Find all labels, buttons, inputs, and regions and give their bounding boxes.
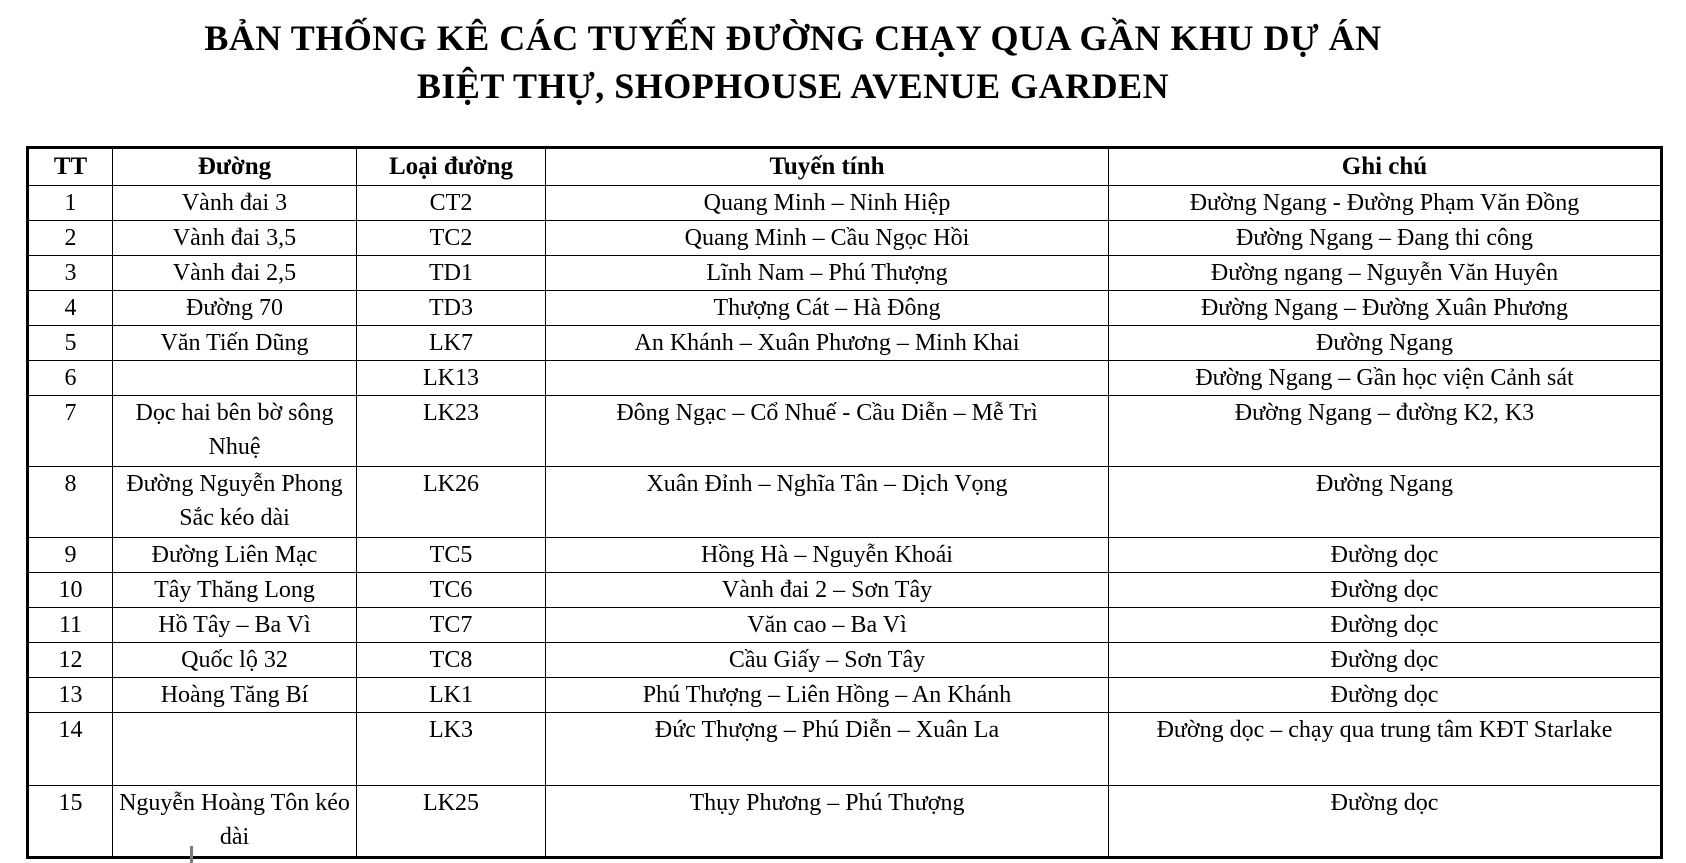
page-title [0, 14, 1586, 110]
cell-tt: 3 [28, 256, 113, 291]
table-row [28, 221, 1662, 256]
cell-loai-duong: TC7 [357, 608, 546, 643]
cell-loai-duong: LK23 [357, 396, 546, 467]
cell-ghi-chu: Đường Ngang [1109, 326, 1662, 361]
cell-duong [113, 361, 357, 396]
cell-loai-duong: LK26 [357, 467, 546, 538]
cell-loai-duong: LK3 [357, 713, 546, 786]
cell-tt: 1 [28, 186, 113, 221]
cell-duong: Đường 70 [113, 291, 357, 326]
cell-tt: 13 [28, 678, 113, 713]
cursor-mark [190, 846, 193, 863]
cell-tt: 11 [28, 608, 113, 643]
cell-loai-duong: TC6 [357, 573, 546, 608]
table-row [28, 256, 1662, 291]
cell-tuyen-tinh: Phú Thượng – Liên Hồng – An Khánh [546, 678, 1109, 713]
cell-ghi-chu: Đường Ngang – đường K2, K3 [1109, 396, 1662, 467]
cell-ghi-chu: Đường Ngang – Đường Xuân Phương [1109, 291, 1662, 326]
header-tt: TT [28, 148, 113, 186]
cell-loai-duong: TC5 [357, 538, 546, 573]
page-title-line1: BẢN THỐNG KÊ CÁC TUYẾN ĐƯỜNG CHẠY QUA GẦN KHU DỰ ÁN [204, 18, 1382, 58]
cell-tuyen-tinh: Hồng Hà – Nguyễn Khoái [546, 538, 1109, 573]
cell-ghi-chu: Đường Ngang [1109, 467, 1662, 538]
cell-duong: Hồ Tây – Ba Vì [113, 608, 357, 643]
cell-loai-duong: LK25 [357, 786, 546, 858]
table-row [28, 396, 1662, 467]
cell-tuyen-tinh: Quang Minh – Cầu Ngọc Hồi [546, 221, 1109, 256]
cell-tuyen-tinh: Lĩnh Nam – Phú Thượng [546, 256, 1109, 291]
cell-tuyen-tinh: Xuân Đỉnh – Nghĩa Tân – Dịch Vọng [546, 467, 1109, 538]
cell-tt: 4 [28, 291, 113, 326]
cell-tuyen-tinh: Cầu Giấy – Sơn Tây [546, 643, 1109, 678]
table-body [28, 186, 1662, 858]
cell-duong: Dọc hai bên bờ sông Nhuệ [113, 396, 357, 467]
table-row [28, 786, 1662, 858]
cell-loai-duong: TC8 [357, 643, 546, 678]
cell-ghi-chu: Đường dọc – chạy qua trung tâm KĐT Starlake [1109, 713, 1662, 786]
cell-duong: Tây Thăng Long [113, 573, 357, 608]
cell-tuyen-tinh: Vành đai 2 – Sơn Tây [546, 573, 1109, 608]
table-row [28, 713, 1662, 786]
cell-ghi-chu: Đường Ngang - Đường Phạm Văn Đồng [1109, 186, 1662, 221]
cell-loai-duong: TD1 [357, 256, 546, 291]
header-loai-duong: Loại đường [357, 148, 546, 186]
cell-duong: Vành đai 2,5 [113, 256, 357, 291]
cell-loai-duong: LK13 [357, 361, 546, 396]
cell-loai-duong: TD3 [357, 291, 546, 326]
cell-tuyen-tinh: Thụy Phương – Phú Thượng [546, 786, 1109, 858]
cell-tt: 12 [28, 643, 113, 678]
cell-tt: 14 [28, 713, 113, 786]
cell-duong: Quốc lộ 32 [113, 643, 357, 678]
cell-tt: 5 [28, 326, 113, 361]
cell-duong: Hoàng Tăng Bí [113, 678, 357, 713]
cell-loai-duong: LK1 [357, 678, 546, 713]
cell-tt: 6 [28, 361, 113, 396]
cell-tuyen-tinh: Thượng Cát – Hà Đông [546, 291, 1109, 326]
cell-ghi-chu: Đường ngang – Nguyễn Văn Huyên [1109, 256, 1662, 291]
cell-duong: Đường Liên Mạc [113, 538, 357, 573]
cell-ghi-chu: Đường dọc [1109, 573, 1662, 608]
table-row [28, 678, 1662, 713]
cell-tt: 9 [28, 538, 113, 573]
cell-tt: 7 [28, 396, 113, 467]
table-row [28, 467, 1662, 538]
page-title-line2: BIỆT THỰ, SHOPHOUSE AVENUE GARDEN [416, 66, 1170, 106]
header-tuyen-tinh: Tuyến tính [546, 148, 1109, 186]
cell-ghi-chu: Đường Ngang – Gần học viện Cảnh sát [1109, 361, 1662, 396]
table-row [28, 326, 1662, 361]
cell-ghi-chu: Đường dọc [1109, 538, 1662, 573]
table-row [28, 361, 1662, 396]
table-row [28, 291, 1662, 326]
cell-ghi-chu: Đường dọc [1109, 643, 1662, 678]
cell-duong: Vành đai 3 [113, 186, 357, 221]
cell-duong: Văn Tiến Dũng [113, 326, 357, 361]
cell-tuyen-tinh: Văn cao – Ba Vì [546, 608, 1109, 643]
table-header-row [28, 148, 1662, 186]
cell-ghi-chu: Đường Ngang – Đang thi công [1109, 221, 1662, 256]
header-ghi-chu: Ghi chú [1109, 148, 1662, 186]
cell-tuyen-tinh: Quang Minh – Ninh Hiệp [546, 186, 1109, 221]
table-row [28, 573, 1662, 608]
cell-tt: 15 [28, 786, 113, 858]
cell-tt: 2 [28, 221, 113, 256]
table-row [28, 538, 1662, 573]
cell-loai-duong: CT2 [357, 186, 546, 221]
cell-tt: 8 [28, 467, 113, 538]
table-row [28, 608, 1662, 643]
cell-tuyen-tinh: Đông Ngạc – Cổ Nhuế - Cầu Diễn – Mễ Trì [546, 396, 1109, 467]
table-row [28, 186, 1662, 221]
cell-ghi-chu: Đường dọc [1109, 608, 1662, 643]
cell-tuyen-tinh: Đức Thượng – Phú Diễn – Xuân La [546, 713, 1109, 786]
cell-duong: Vành đai 3,5 [113, 221, 357, 256]
cell-tuyen-tinh [546, 361, 1109, 396]
cell-duong: Đường Nguyễn Phong Sắc kéo dài [113, 467, 357, 538]
cell-loai-duong: LK7 [357, 326, 546, 361]
table-row [28, 643, 1662, 678]
cell-ghi-chu: Đường dọc [1109, 678, 1662, 713]
roads-table [26, 146, 1663, 859]
cell-loai-duong: TC2 [357, 221, 546, 256]
cell-ghi-chu: Đường dọc [1109, 786, 1662, 858]
header-duong: Đường [113, 148, 357, 186]
cell-duong: Nguyễn Hoàng Tôn kéo dài [113, 786, 357, 858]
cell-tt: 10 [28, 573, 113, 608]
cell-duong [113, 713, 357, 786]
cell-tuyen-tinh: An Khánh – Xuân Phương – Minh Khai [546, 326, 1109, 361]
